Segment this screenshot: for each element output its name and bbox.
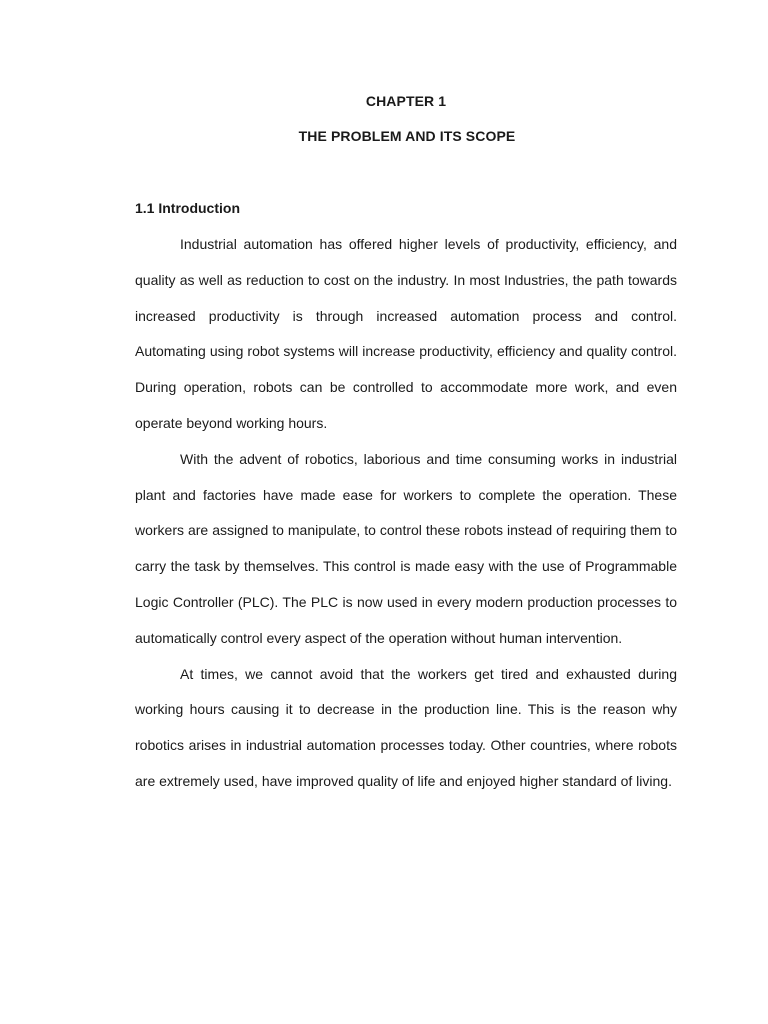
- paragraph-3: At times, we cannot avoid that the workers get tired and exhausted during working hours causing it to decrease in the production line. This is the reason why robotics arises in industrial automation processes today. Other countries, where robots are extremely used, have improved quality of life and enjoyed higher standard of living.: [135, 665, 677, 789]
- paragraph-2: With the advent of robotics, laborious and time consuming works in industrial plant and factories have made ease for workers to complete the operation. These workers are assigned to manipulate, to control these robots instead of requiring them to carry the task by themselves. This control is made easy with the use of Programmable Logic Controller (PLC). The PLC is now used in every modern production processes to automatically control every aspect of the operation without human intervention.: [135, 450, 677, 646]
- section-heading: 1.1 Introduction: [135, 200, 240, 216]
- paragraph-1: Industrial automation has offered higher levels of productivity, efficiency, and quality as well as reduction to cost on the industry. In most Industries, the path towards increased productivity is through increased automation process and control. Automating using robot systems will increase productivity, efficiency and quality control. During operation, robots can be controlled to accommodate more work, and even operate beyond working hours.: [135, 236, 677, 431]
- chapter-title-heading: THE PROBLEM AND ITS SCOPE: [298, 128, 516, 144]
- section-body: [135, 227, 677, 800]
- chapter-number-heading: CHAPTER 1: [365, 93, 447, 109]
